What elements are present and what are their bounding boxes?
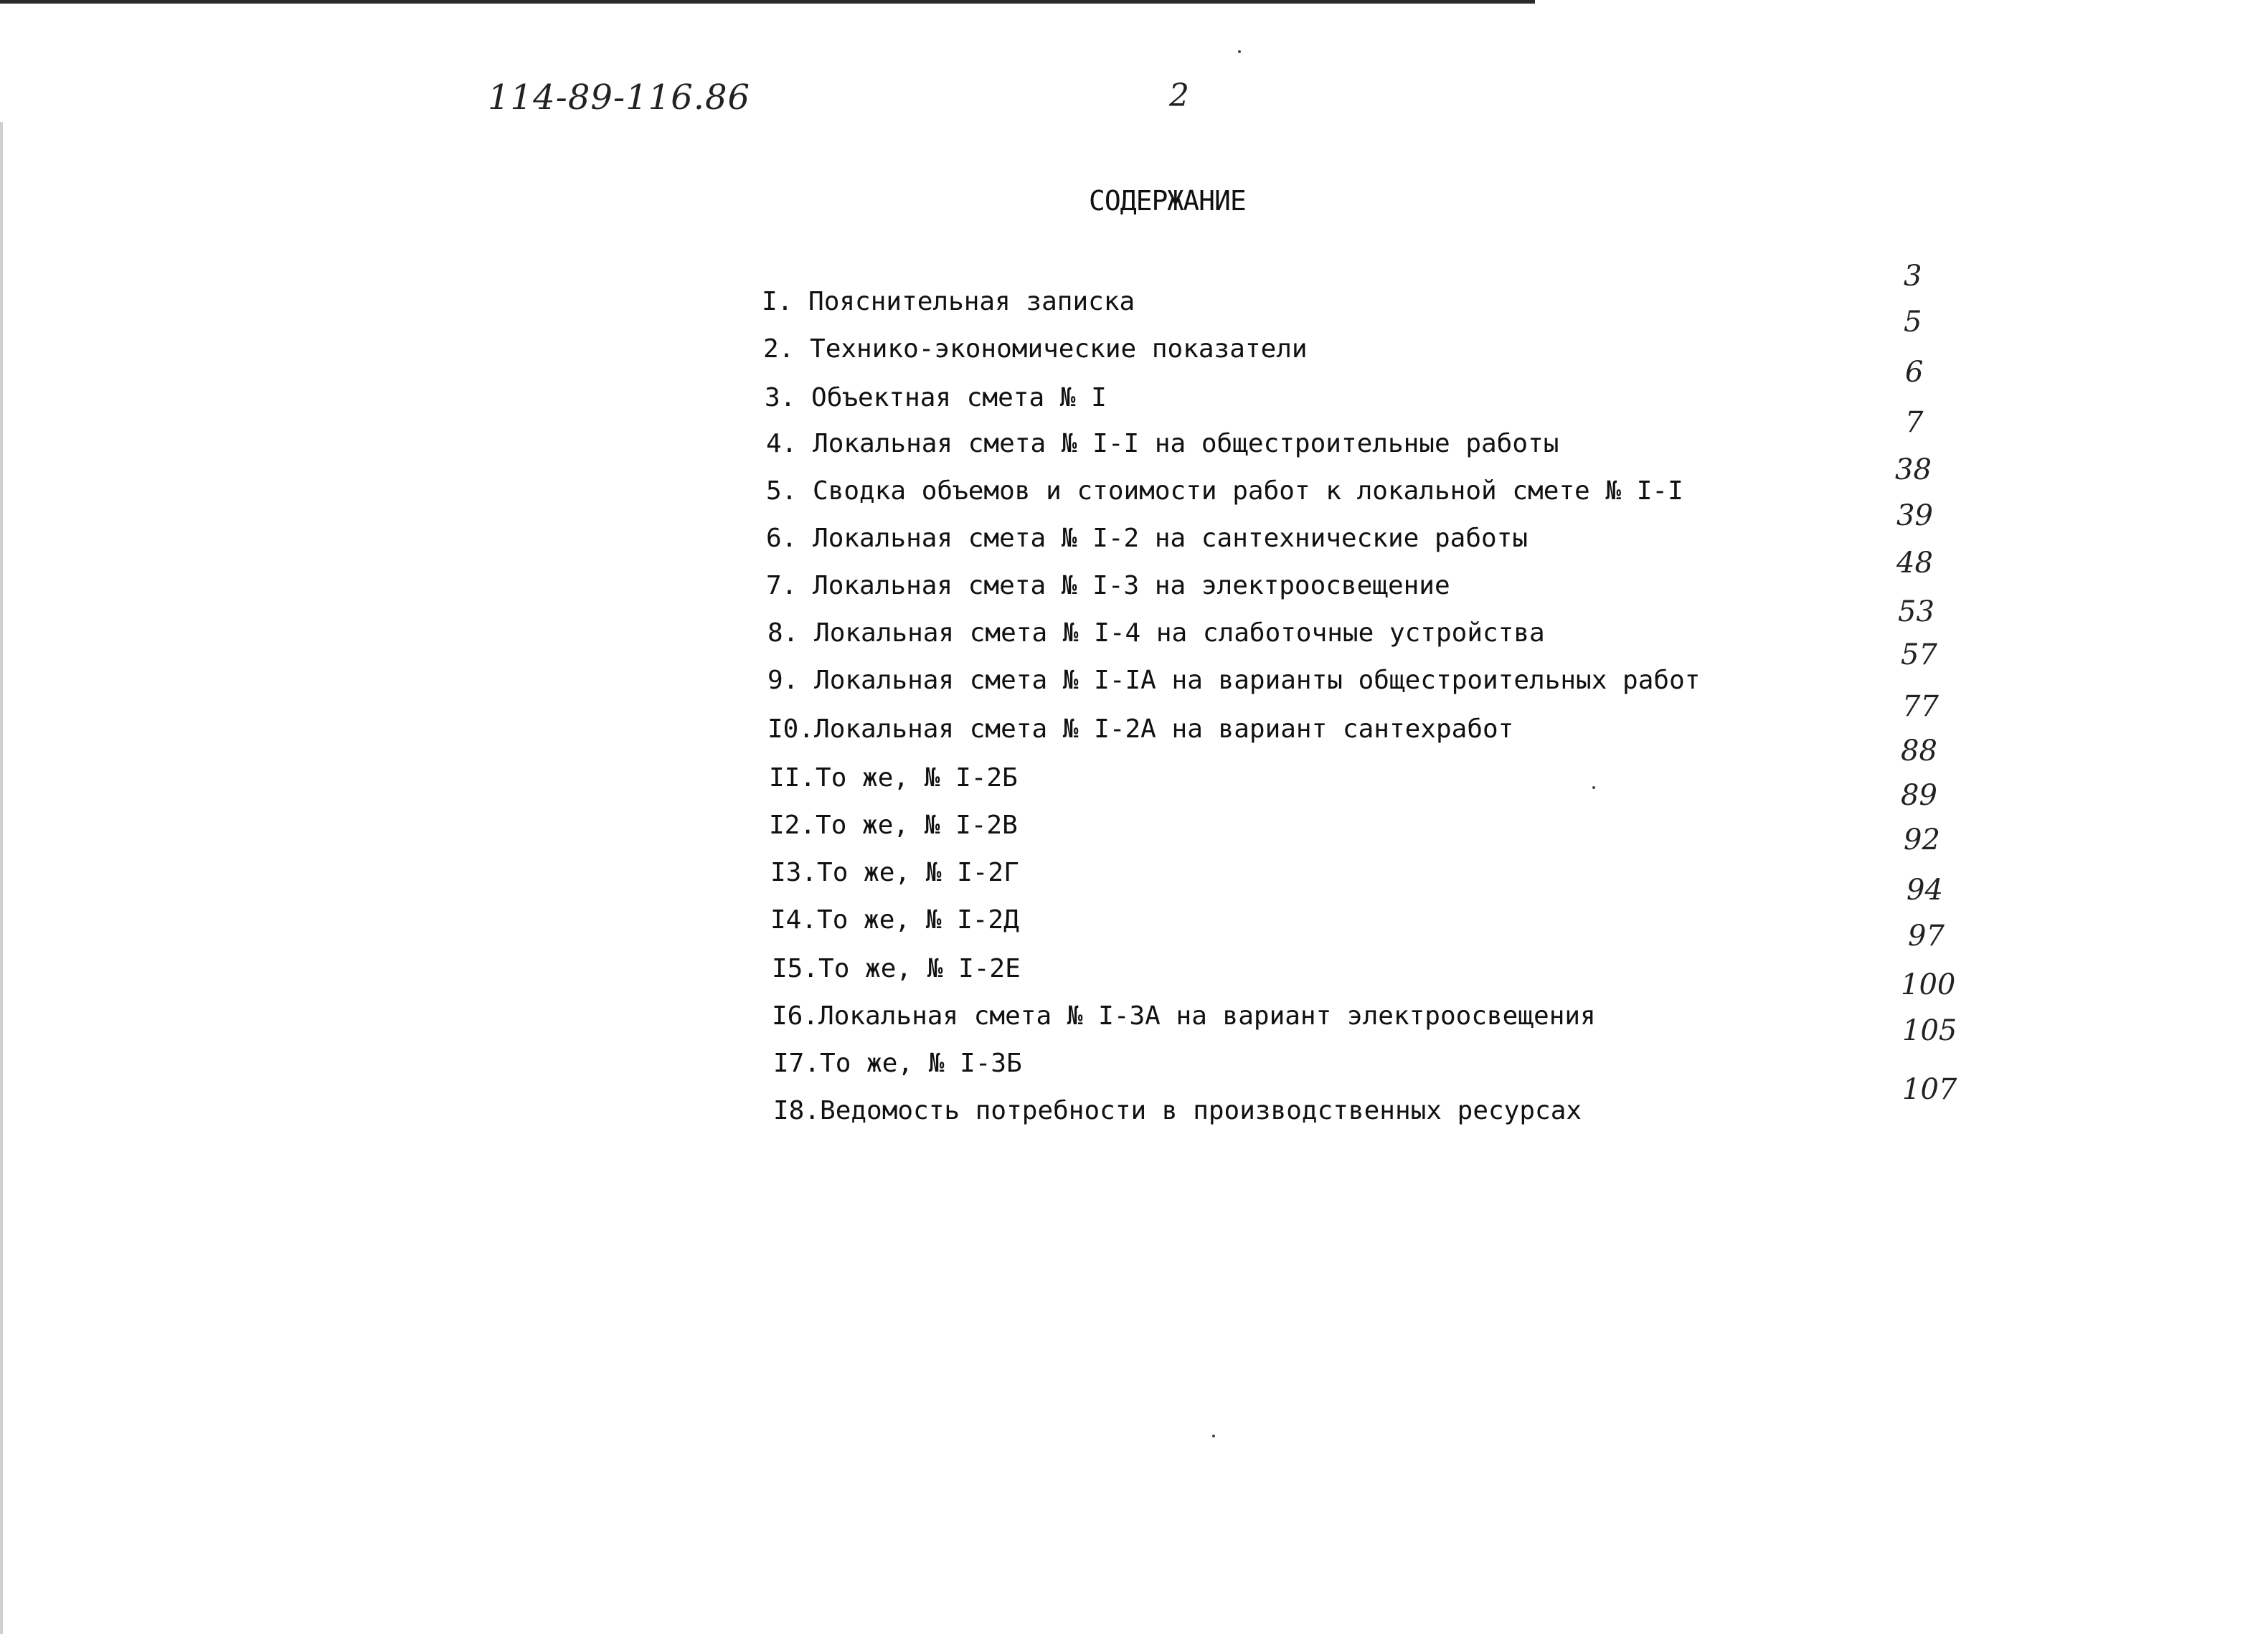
toc-item: I5.То же, № I-2Е [772,954,1021,983]
toc-page-number: 105 [1902,1014,1957,1047]
toc-page-number: 5 [1904,306,1922,339]
document-code: 114-89-116.86 [488,77,751,118]
scan-left-edge [0,122,3,1634]
toc-page-number: 3 [1904,260,1922,293]
toc-item: 7. Локальная смета № I-3 на электроосвещение [766,571,1450,600]
toc-page-number: 7 [1905,406,1924,439]
toc-item: I2.То же, № I-2В [769,811,1018,840]
toc-item: 9. Локальная смета № I-IA на варианты общестроительных работ [767,666,1701,695]
scan-top-edge [0,0,1535,4]
toc-item: I8.Ведомость потребности в производственных ресурсах [773,1096,1582,1125]
toc-page-number: 92 [1904,823,1940,856]
toc-page-number: 57 [1901,638,1937,671]
toc-page-number: 53 [1898,595,1934,628]
toc-page-number: 89 [1901,779,1937,812]
toc-item: I6.Локальная смета № I-3А на вариант электроосвещения [772,1001,1596,1031]
toc-item: I. Пояснительная записка [762,287,1135,316]
toc-page-number: 88 [1901,735,1937,768]
toc-page-number: 6 [1905,356,1924,389]
scan-speck [1592,786,1595,789]
toc-page-number: 39 [1896,499,1933,532]
toc-item: I3.То же, № I-2Г [770,858,1019,887]
toc-page-number: 100 [1901,968,1956,1001]
toc-item: II.То же, № I-2Б [769,763,1018,793]
page-number: 2 [1169,77,1189,114]
toc-item: I0.Локальная смета № I-2A на вариант сантехработ [767,714,1514,744]
toc-item: 6. Локальная смета № I-2 на сантехнические работы [766,524,1528,553]
toc-item: I7.То же, № I-3Б [773,1049,1022,1078]
scan-speck [1212,1435,1215,1437]
toc-page-number: 94 [1906,874,1943,907]
toc-page-number: 48 [1896,547,1933,580]
toc-item: I4.То же, № I-2Д [770,905,1019,935]
scan-speck [1238,50,1241,53]
toc-item: 3. Объектная смета № I [765,383,1107,412]
toc-page-number: 77 [1902,690,1939,723]
page-title: СОДЕРЖАНИЕ [1089,185,1246,217]
toc-page-number: 97 [1908,920,1945,953]
toc-item: 5. Сводка объемов и стоимости работ к локальной смете № I-I [766,476,1683,506]
toc-item: 2. Технико-экономические показатели [763,334,1308,364]
toc-page-number: 38 [1895,453,1932,486]
toc-page-number: 107 [1902,1073,1957,1106]
toc-item: 4. Локальная смета № I-I на общестроительные работы [766,429,1559,458]
toc-item: 8. Локальная смета № I-4 на слаботочные устройства [767,618,1545,648]
